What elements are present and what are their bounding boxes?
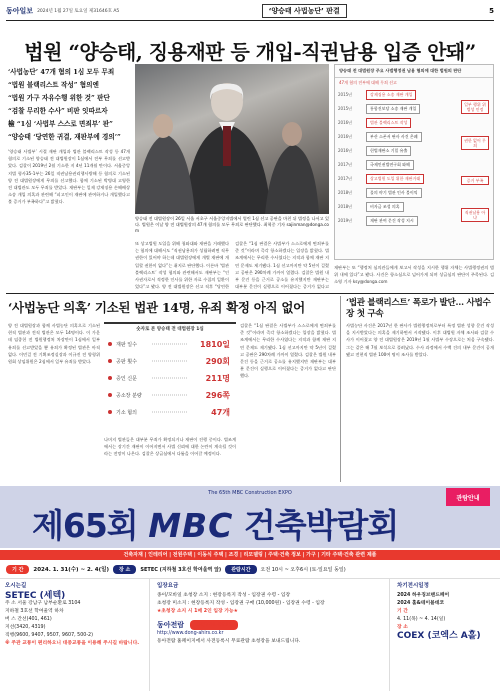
next-exhibition-name: 2024 홈&테이블데코 [397, 601, 445, 606]
next-period-label: 기 간 [397, 609, 408, 614]
address-line: 주 소 서울 강남구 남부순환로 3104 [5, 601, 81, 606]
admission-line: ★초청장 소지 시 1매 2인 입장 가능★ [157, 609, 238, 614]
stat-value: 47개 [211, 408, 230, 417]
main-headline: 법원 “양승태, 징용재판 등 개입-직권남용 입증 안돼” [24, 40, 476, 64]
organizer-row [157, 620, 384, 630]
stat-label: 기소 혐의 [116, 410, 137, 416]
timeline-subtitle: 47개 혐의 전부에 대해 무죄 선고 [339, 80, 397, 85]
lead-line: “검찰 무리한 수사” 비판 잇따르자 [8, 107, 108, 115]
lead-line: “법원 블랙리스트 작성” 혐의엔 [8, 81, 99, 89]
section-3-title: ‘법관 블랙리스트’ 폭로가 발단… 사법수장 첫 구속 [346, 298, 491, 319]
ad-badge: 관람안내 [446, 488, 490, 506]
page-number: 5 [489, 7, 494, 15]
period-label: 기 간 [6, 565, 29, 574]
ad-title-num: 제65회 [32, 506, 138, 545]
photo-figures [135, 64, 329, 214]
organizer-phone[interactable]: 02)780-0366 [190, 620, 238, 630]
organizer-site[interactable]: http://www.dong-ahirs.co.kr [157, 631, 224, 636]
timeline-row [335, 116, 493, 130]
stat-label: 공판 횟수 [116, 359, 137, 365]
next-venue-label: 장 소 [397, 625, 408, 630]
ad-title-rest: 건축박람회 [243, 506, 399, 545]
ad-title [32, 500, 398, 547]
venue-value: SETEC (지하철 3호선 학여울역 앞) [140, 566, 222, 573]
timeline-date: 2017년 [338, 176, 353, 181]
news-photo [135, 64, 329, 214]
ad-expo-en: The 65th MBC Construction EXPO [208, 490, 292, 496]
timeline-note: 직권남용 아냐 [461, 208, 489, 222]
transit-note: ※ 주관 교통이 편리하오니 대중교통을 이용해 주시길 바랍니다. [5, 641, 140, 646]
lead-summary [8, 66, 130, 144]
venue-label: 장 소 [113, 565, 136, 574]
venue-name: SETEC (세텍) [5, 591, 66, 601]
lead-line: “양승태 ‘당연한 귀결, 재판부에 경의’” [8, 133, 121, 141]
section-2-title: ‘사법농단 의혹’ 기소된 법관 14명, 유죄 확정 아직 없어 [8, 300, 305, 315]
photo-caption: 양승태 전 대법원장이 26일 서울 서초구 서울중앙지법에서 열린 1심 선고 공판을 마친 뒤 법정을 나서고 있다. 법원은 이날 양 전 대법원장의 47개 혐의를 모두 무죄로 판단했다. 최혁중 기자 sajinman@donga.com [135, 216, 329, 233]
preregister-note: 동아전람 홈페이지에서 사전등록시 무료관람 초청장을 보내드립니다. [157, 639, 301, 644]
stat-value: 290회 [205, 357, 230, 366]
stat-bullet [108, 393, 112, 397]
stat-bullet [108, 376, 112, 380]
timeline-event: 헌법재판소 기밀 유출 [366, 146, 411, 156]
hours-label: 관람시간 [225, 565, 256, 574]
section-2-text-mid: 나머지 법관들은 대부분 무죄가 확정되거나 재판이 진행 중이다. 법조계에서는 장기간 재판이 이어지면서 사법 신뢰에 대한 논란이 계속될 것이라는 전망이 나온다. 검찰은 상급심에서 다툼을 이어갈 예정이다. [104, 437, 236, 457]
timeline-note: 증거 부족 [461, 176, 489, 185]
timeline-note: 일부 행위 위법성 인정 [461, 100, 489, 114]
timeline-event: 물의 야기 법관 인사 불이익 [366, 188, 422, 198]
timeline-date: 2015년 [338, 92, 353, 97]
body-column-1: ‘양승태 사법부’ 시절 재판 개입과 법관 블랙리스트 작성 등 47개 혐의로 기소된 양승태 전 대법원장이 1심에서 전부 무죄를 선고받았다. 검찰이 2019년 2월 기소한 지 4년 11개월 만이다. 서울중앙지법 형사35-1부는 26일 직권남용권리행사방해 등 혐의로 기소된 양 전 대법원장에게 무죄를 선고했다. 함께 기소된 박병대 고영한 전 대법관도 모두 무죄를 받았다. 재판부는 일제 강제징용 손해배상 소송 개입 의혹과 관련해 “피고인이 재판에 관여하거나 개입했다고 볼 증거가 부족하다”고 밝혔다. [8, 149, 130, 205]
next-exhibition-title: 차기전시일정 [397, 583, 429, 589]
stat-label: 재판 일수 [116, 342, 137, 348]
ad-banner [0, 486, 500, 548]
stat-bullet [108, 410, 112, 414]
stat-label: 증인 신문 [116, 376, 137, 382]
page-header [6, 4, 494, 18]
timeline-list [335, 88, 493, 228]
ad-categories: 건축자재 | 인테리어 | 전원주택 | 이동식 주택 | 조경 | 리모델링 | 주택·건축 정보 | 가구 | 기타 주택·건축 관련 제품 [0, 550, 500, 560]
body-column-4: 재판부는 또 “행정처 심의관들에게 보고서 작성을 지시한 행위 자체는 사법행정권의 범위 내에 있다”고 봤다. 사건은 항소심으로 넘어가게 되며 상급심의 판단이 주목된다. 김소영 기자 ksy@donga.com [334, 265, 494, 285]
hours-value: 오전 10시 ~ 오후6시 (토·일요일 동일) [260, 566, 346, 573]
stat-label: 공소장 분량 [116, 393, 142, 399]
newspaper-logo: 동아일보 [6, 6, 34, 15]
ruling-timeline-box [334, 64, 494, 260]
timeline-date: 2017년 [338, 162, 353, 167]
section-3-text: 사법농단 사건은 2017년 한 판사가 법원행정처로부터 특정 법관 성향 문건 작성을 지시받았다는 의혹을 제기하면서 시작됐다. 이후 대법원 자체 조사와 검찰 수사가 이어졌고 양 전 대법원장은 2019년 1월 사법부 수장으로는 처음 구속됐다. 그는 같은 해 7월 보석으로 풀려났다. 수사 과정에서 수백 건의 내부 문건이 공개됐고 전현직 법관 100여 명이 조사를 받았다. [346, 323, 494, 357]
timeline-date: 2018년 [338, 204, 353, 209]
header-rule [6, 20, 494, 21]
timeline-event: 부산 스폰서 판사 사건 은폐 [366, 132, 422, 142]
ad-bottom [0, 578, 500, 691]
timeline-event: 재판 관여 문건 작성 지시 [366, 216, 418, 226]
ad-title-mbc: MBC [148, 506, 234, 545]
section-2-text-right: 검찰은 “1심 판결은 사법부가 스스로에게 면죄부를 준 것”이라며 즉각 항소하겠다는 입장을 밝혔다. 법조계에서는 무리한 수사였다는 지적과 함께 재판 지연 문제도 제기됐다. 1심 선고까지만 약 5년이 걸렸고 공판은 290차례 가까이 열렸다. 검찰은 법원 내부 문건 등을 근거로 공소를 유지했지만 재판부는 대부분 문건이 실행으로 이어졌다는 증거가 없다고 판단했다. [240, 323, 336, 379]
stat-value: 1810일 [200, 340, 230, 349]
stats-svg [104, 334, 236, 428]
timeline-event: 강제징용 소송 재판 개입 [366, 90, 416, 100]
timeline-date: 2019년 [338, 218, 353, 223]
timeline-row [335, 186, 493, 200]
directions-column [0, 579, 150, 691]
timeline-row [335, 158, 493, 172]
timeline-event: 상고법원 도입 위한 재판거래 [366, 174, 424, 184]
timeline-date: 2016년 [338, 148, 353, 153]
timeline-date: 2016년 [338, 120, 353, 125]
stats-chart [104, 322, 236, 432]
issue-date: 2024년 1월 27일 토요일 제31646호 A5 [37, 9, 120, 14]
timeline-date: 2015년 [338, 106, 353, 111]
stat-value: 211명 [205, 374, 230, 383]
period-value: 2024. 1. 31(수) ~ 2. 4(일) [33, 567, 109, 573]
timeline-event: 법관 블랙리스트 작성 [366, 118, 411, 128]
timeline-date: 2018년 [338, 190, 353, 195]
next-exhibition-name: 2024 하우징브랜드페어 [397, 593, 450, 598]
organizer-brand: 동아전람 [157, 621, 185, 629]
bus-line: 버 스 간선(401, 461) [5, 617, 52, 622]
next-venue-value: COEX (코엑스 A홀) [397, 631, 481, 641]
next-exhibition-column [392, 579, 500, 691]
section-rule [6, 293, 494, 294]
lead-line: ‘사법농단’ 47개 혐의 1심 모두 무죄 [8, 68, 115, 76]
timeline-date: 2016년 [338, 134, 353, 139]
admission-title: 입장요금 [157, 583, 179, 589]
admission-line: 초청장 미소지 : 현장등록지 작성 - 입장권 구매 (10,000원) - 입장권 수령 - 입장 [157, 601, 325, 606]
stat-value: 296쪽 [205, 391, 230, 400]
timeline-event: 비자금 조성 의혹 [366, 202, 404, 212]
ad-info-bar [0, 563, 500, 575]
timeline-event: 국제인권법연구회 와해 [366, 160, 414, 170]
column-divider [340, 296, 341, 482]
chart-title: 숫자로 본 양승태 전 대법원장 1심 [136, 327, 204, 332]
timeline-title: 양승태 전 대법원장 주요 사법행정권 남용 혐의에 대한 법원의 판단 [335, 65, 493, 78]
timeline-event: 통합진보당 소송 재판 개입 [366, 104, 420, 114]
next-period-value: 4. 11(목) ~ 4. 14(일) [397, 617, 446, 622]
body-column-2: 또 상고법원 도입을 위해 청와대와 재판을 거래했다는 혐의에 대해서도 “직권남용죄가 성립하려면 직무권한이 있어야 하는데 대법원장에게 개별 재판에 개입할 권한이 없다”는 취지로 판단했다. 이른바 ‘법관 블랙리스트’ 작성 혐의와 관련해서도 재판부는 “인사권자로서 적정한 인사를 위한 자료 수집의 일환이었다”고 봤다. 양 전 대법원장은 선고 직후 “당연한 [135, 241, 229, 290]
section-2-text-left: 양 전 대법원장과 함께 사법농단 의혹으로 기소된 현직 법관과 전직 법관은 모두 14명이다. 이 가운데 임종헌 전 법원행정처 차장만이 1심에서 일부 유죄를 선고받았을 뿐 유죄가 확정된 법관은 아직 없다. 이민걸 전 기획조정실장과 이규진 전 양형위원회 상임위원은 2심에서 일부 유죄를 받았다. [8, 323, 100, 365]
subway-line: 지하철 3호선 학여울역 하차 [5, 609, 64, 614]
section-title: ‘양승태 사법농단’ 판결 [262, 4, 347, 18]
stat-bullet [108, 359, 112, 363]
stat-bullet [108, 342, 112, 346]
bus-line: 직행(9600, 9407, 9507, 9607, 500-2) [5, 633, 93, 638]
lead-line: 檢 “1심 ‘사법부 스스로 면죄부’ 판” [8, 120, 113, 128]
admission-column [152, 579, 390, 691]
body-column-3: 검찰은 “1심 판결은 사법부가 스스로에게 면죄부를 준 것”이라며 즉각 항소하겠다는 입장을 밝혔다. 법조계에서는 무리한 수사였다는 지적과 함께 재판 지연 문제도 제기됐다. 1심 선고까지만 약 5년이 걸렸고 공판은 290차례 가까이 열렸다. 검찰은 법원 내부 문건 등을 근거로 공소를 유지했지만 재판부는 대부분 문건이 실행으로 이어졌다는 증거가 없다고 [235, 241, 329, 290]
admission-line: 종이/모바일 초청장 소지 : 현장등록지 작성 - 입장권 수령 - 입장 [157, 593, 291, 598]
bus-line: 지선(3420, 4319) [5, 625, 46, 630]
lead-line: “법원 가구 자유수행 위한 것” 판단 [8, 94, 110, 102]
timeline-note: 권한 없어 무죄 [461, 136, 489, 150]
directions-title: 오시는길 [5, 583, 27, 589]
expo-advertisement [0, 486, 500, 691]
